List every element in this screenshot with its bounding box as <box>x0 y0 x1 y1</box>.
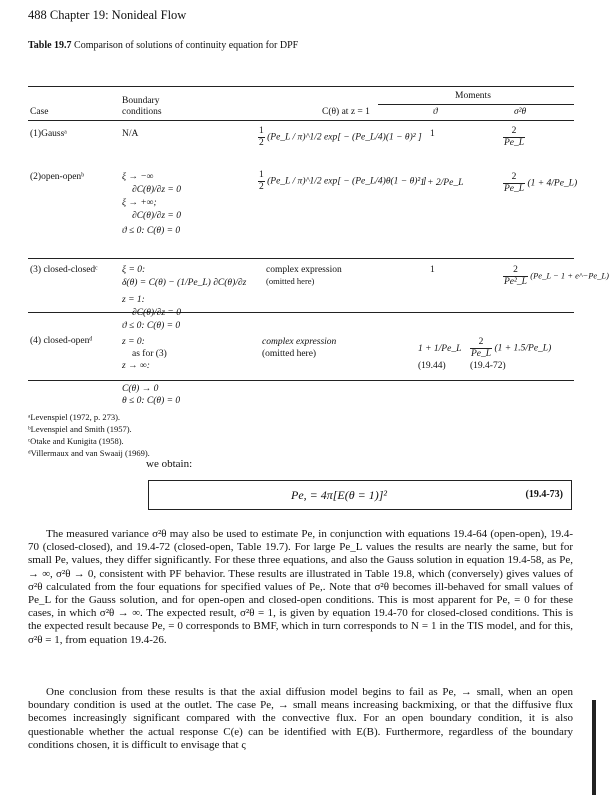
row2-case: (2)open-openᵇ <box>30 172 85 182</box>
col-header-moments: Moments <box>455 91 491 101</box>
row3-boundary-5: ϑ ≤ 0: C(θ) = 0 <box>122 321 181 331</box>
paragraph-1: The measured variance σ²θ may also be used to estimate Pe, in conjunction with equations 19.4-64 (open-open), 19.4-70 (closed-closed), and 19.4-72 (closed-open, Table 19.7). For large Pe_L values the results are nearly the same, but for small Pe, values, they differ significantly. For these three equations, and also the Gauss solution in equation 19.4-58, as Pe, → ∞, σ²θ → 0, consistent with PF behavior. These results are illustrated in Table 19.8, which (conversely) gives values of σ²θ calculated from the four equations for specified values of Pe,. Note that σ²θ becomes ill-behaved for small values of Pe_L for the Gauss solution, and for open-open and closed-open conditions. This is most apparent for Pe, = 0 for these cases, in which σ²θ → ∞. The expected result, σ²θ = 1, is given by equation 19.4-70 for closed-closed conditions. This is the expected result because Pe, = 0 corresponds to BMF, which in turn corresponds to N = 1 in the TIS model, and for this, σ²θ = 1, from equation 19.4-26. <box>28 528 573 646</box>
row2-mean: 1 + 2/Pe_L <box>420 178 464 188</box>
col-header-boundary-1: Boundary <box>122 96 160 106</box>
row1-mean: 1 <box>430 129 435 139</box>
equation-box <box>148 480 572 510</box>
row1-lead-fraction: $\frac{1}{2}$ <box>259 126 264 148</box>
col-header-ctheta: C(θ) at z = 1 <box>322 107 370 117</box>
row4-ctheta-2: (omitted here) <box>262 349 317 359</box>
row3-ctheta-1: complex expression <box>266 265 342 275</box>
row4-boundary-3: z → ∞: <box>122 361 150 371</box>
row4-boundary-1: z = 0: <box>122 337 145 347</box>
row-rule-2 <box>28 258 574 259</box>
table-label: Table 19.7 <box>28 40 72 51</box>
row4-mean-ref: (19.44) <box>418 361 446 371</box>
table-caption <box>28 40 298 51</box>
page-header: 488 Chapter 19: Nonideal Flow <box>28 8 187 22</box>
row4-variance: $\frac{2}{Pe\_L}$ (1 + 1.5/Pe_L) <box>471 337 552 359</box>
col-header-case: Case <box>30 107 49 117</box>
row1-case: (1)Gaussᵃ <box>30 129 67 139</box>
moments-rule <box>378 104 574 105</box>
row4-ctheta-1: complex expression <box>262 337 337 347</box>
row-rule-3 <box>28 312 574 313</box>
row1-root: (Pe_L / π)^1/2 <box>267 132 322 143</box>
row4-boundary-4: C(θ) → 0 <box>122 384 159 394</box>
row2-boundary-2: ∂C(θ)/∂z = 0 <box>132 185 181 195</box>
scan-edge-mark <box>592 700 596 795</box>
row3-ctheta-2: (omitted here) <box>266 276 315 286</box>
footnote-d: ᵈVillermaux and van Swaaij (1969). <box>28 448 150 458</box>
row2-boundary-1: ξ → −∞ <box>122 172 154 182</box>
footnote-b: ᵇLevenspiel and Smith (1957). <box>28 424 132 434</box>
header-bottom-rule <box>28 120 574 121</box>
row2-variance: $\frac{2}{Pe\_L}$ (1 + 4/Pe_L) <box>504 172 578 194</box>
row4-boundary-2: as for (3) <box>132 349 167 359</box>
col-header-variance: σ²θ <box>514 107 527 117</box>
row1-variance: $\frac{2}{Pe\_L}$ <box>504 126 525 148</box>
table-caption-text: Comparison of solutions of continuity equation for DPF <box>74 40 299 51</box>
row4-boundary-5: θ ≤ 0: C(θ) = 0 <box>122 396 181 406</box>
row3-boundary-2: δ(θ) = C(θ) − (1/Pe_L) ∂C(θ)/∂z <box>122 278 247 288</box>
row3-boundary-1: ξ = 0: <box>122 265 146 275</box>
row2-ctheta: $\frac{1}{2}$ (Pe_L / π)^1/2 exp[ − (Pe_L/4)θ(1 − θ)² ] <box>259 170 427 192</box>
row3-boundary-4: ∂C(θ)/∂z = 0 <box>132 308 181 318</box>
row3-mean: 1 <box>430 265 435 275</box>
row2-boundary-4: ∂C(θ)/∂z = 0 <box>132 211 181 221</box>
footnote-c: ᶜOtake and Kunigita (1958). <box>28 436 124 446</box>
row2-boundary-5: ϑ ≤ 0: C(θ) = 0 <box>122 226 181 236</box>
col-header-boundary-2: conditions <box>122 107 162 117</box>
row3-variance: $\frac{2}{\text{Pe²\_L}}$ (Pe_L − 1 + e^−Pe_L) <box>504 265 609 287</box>
table-bottom-rule <box>28 380 574 381</box>
table-top-rule <box>28 86 574 87</box>
paragraph-2: One conclusion from these results is that the axial diffusion model begins to fail as Pe, → small, when an open boundary condition is used at the outlet. The case Pe, → small means increasing backmixing, or that the diffusive flux becomes increasingly significant compared with the convective flux. For an open boundary condition, it is also questionable whether the actual response C(e) can be identified with E(B). Furthermore, regardless of the boundary conditions chosen, it is difficult to envisage that ς <box>28 686 573 751</box>
col-header-mean: ϑ <box>433 107 438 117</box>
row4-mean: 1 + 1/Pe_L <box>418 344 462 354</box>
footnote-a: ᵃLevenspiel (1972, p. 273). <box>28 412 121 422</box>
row3-case: (3) closed-closedᶜ <box>30 265 98 275</box>
row1-ctheta <box>258 126 422 149</box>
row3-boundary-3: z = 1: <box>122 295 145 305</box>
row2-boundary-3: ξ → +∞; <box>122 198 157 208</box>
equation-number: (19.4-73) <box>525 489 563 500</box>
row1-boundary: N/A <box>122 129 139 139</box>
row4-variance-ref: (19.4-72) <box>470 361 506 371</box>
row1-exp: exp[ − (Pe_L/4)(1 − θ)² ] <box>324 132 422 143</box>
lead-in-text: we obtain: <box>146 458 193 470</box>
equation-text: Pe, = 4π[E(θ = 1)]² <box>291 488 388 502</box>
row4-case: (4) closed-openᵈ <box>30 336 93 346</box>
